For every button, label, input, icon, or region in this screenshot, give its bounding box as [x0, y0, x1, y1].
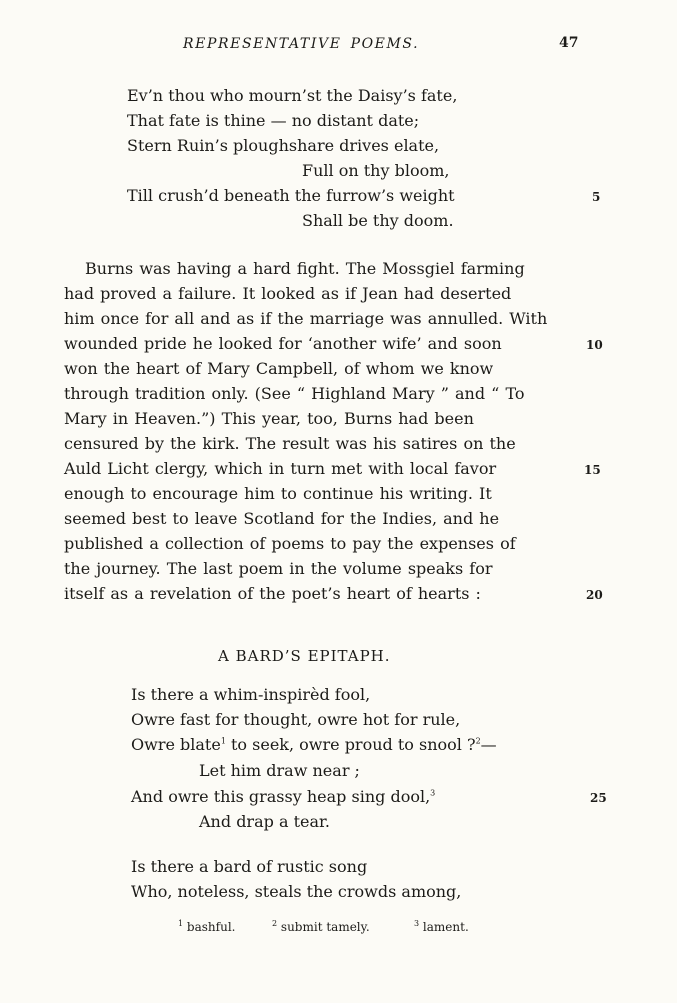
verse-line: Ev’n thou who mourn’st the Daisy’s fate,	[127, 86, 458, 105]
verse-line: Is there a whim-inspirèd fool,	[131, 685, 371, 704]
footnote-text: lament.	[422, 920, 469, 934]
prose-line: published a collection of poems to pay the expenses of	[64, 534, 516, 553]
line-number: 10	[586, 338, 603, 352]
prose-line: censured by the kirk. The result was his satires on the	[64, 434, 516, 453]
prose-line: seemed best to leave Scotland for the Indies, and he	[64, 509, 500, 528]
footnote-mark: 2	[272, 919, 278, 928]
page-number: 47	[559, 35, 579, 51]
prose-line: enough to encourage him to continue his writing. It	[64, 484, 492, 503]
prose-line: itself as a revelation of the poet’s heart of hearts :	[64, 584, 481, 603]
verse-line	[131, 735, 497, 755]
prose-line: had proved a failure. It looked as if Jean had deserted	[64, 284, 512, 303]
running-header-title: REPRESENTATIVE POEMS.	[183, 36, 420, 52]
verse-line: Owre fast for thought, owre hot for rule,	[131, 710, 461, 729]
verse-text: —	[480, 735, 497, 754]
footnote-marker: 2	[475, 736, 481, 746]
prose-line: won the heart of Mary Campbell, of whom we know	[64, 359, 494, 378]
footnote-item	[414, 920, 469, 934]
verse-text: Owre blate	[131, 735, 221, 754]
footnote-marker: 3	[430, 788, 436, 798]
prose-line: through tradition only. (See “ Highland Mary ” and “ To	[64, 384, 525, 403]
prose-line: Auld Licht clergy, which in turn met with local favor	[64, 459, 497, 478]
verse-line: That fate is thine — no distant date;	[127, 111, 420, 130]
prose-line: him once for all and as if the marriage was annulled. With	[64, 309, 548, 328]
verse-line: Shall be thy doom.	[302, 211, 454, 230]
line-number: 5	[592, 190, 601, 204]
footnote-item	[178, 920, 235, 934]
verse-line: Is there a bard of rustic song	[131, 857, 368, 876]
verse-text: And owre this grassy heap sing dool,	[131, 787, 431, 806]
footnote-text: submit tamely.	[280, 920, 370, 934]
prose-line: Mary in Heaven.”) This year, too, Burns had been	[64, 409, 474, 428]
footnote-mark: 3	[414, 919, 420, 928]
verse-text: to seek, owre proud to snool ?	[225, 735, 476, 754]
prose-line: wounded pride he looked for ‘another wife’ and soon	[64, 334, 502, 353]
verse-line: Let him draw near ;	[199, 761, 360, 780]
footnote-text: bashful.	[186, 920, 236, 934]
footnote-item	[272, 920, 370, 934]
poem-title: A BARD’S EPITAPH.	[218, 647, 391, 665]
line-number: 25	[590, 791, 607, 805]
line-number: 15	[584, 463, 601, 477]
verse-line: Stern Ruin’s ploughshare drives elate,	[127, 136, 440, 155]
footnote-marker: 1	[220, 736, 226, 746]
verse-line: And drap a tear.	[199, 812, 330, 831]
verse-line	[131, 787, 435, 807]
verse-line: Till crush’d beneath the furrow’s weight	[127, 186, 455, 205]
line-number: 20	[586, 588, 603, 602]
prose-line: Burns was having a hard fight. The Mossgiel farming	[85, 259, 525, 278]
prose-line: the journey. The last poem in the volume speaks for	[64, 559, 493, 578]
verse-line: Full on thy bloom,	[302, 161, 450, 180]
verse-line: Who, noteless, steals the crowds among,	[131, 882, 462, 901]
footnote-mark: 1	[178, 919, 184, 928]
